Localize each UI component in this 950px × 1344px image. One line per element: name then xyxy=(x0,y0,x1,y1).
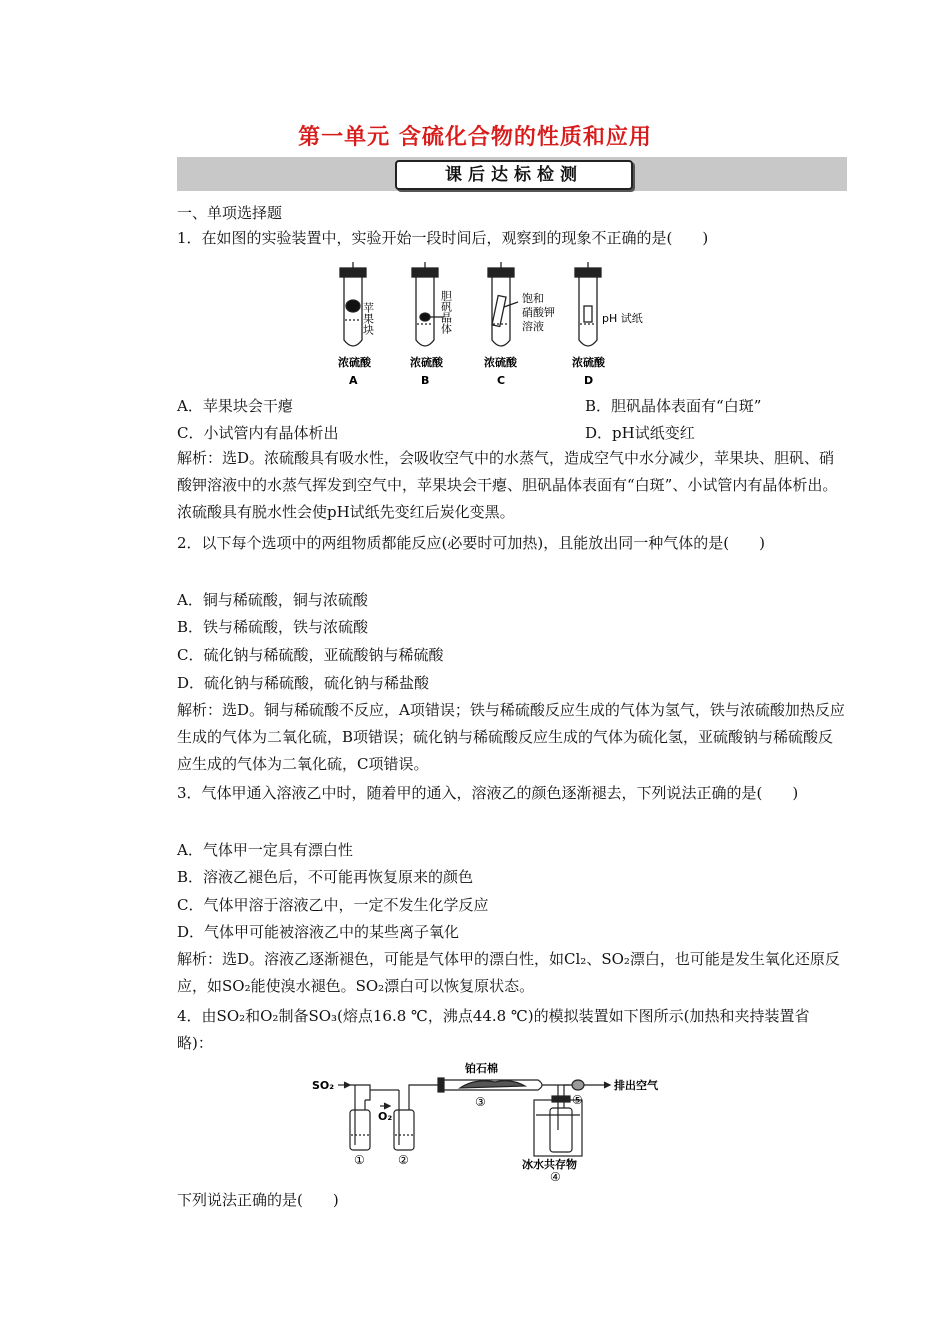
q1-option-b: B．胆矾晶体表面有“白斑” xyxy=(585,397,762,415)
label-n5: ⑤ xyxy=(572,1093,583,1107)
q3-stem: 3．气体甲通入溶液乙中时，随着甲的通入，溶液乙的颜色逐渐褪去，下列说法正确的是( ) xyxy=(177,784,799,802)
q3-option-a: A．气体甲一定具有漂白性 xyxy=(177,841,353,859)
tube-d xyxy=(575,262,601,346)
tube-label-b: 浓硫酸 xyxy=(410,356,443,369)
q1-option-c: C．小试管内有晶体析出 xyxy=(177,424,339,442)
letter-c: C xyxy=(497,374,506,387)
q4-stem: 4．由SO₂和O₂制备SO₃(熔点16.8 ℃，沸点44.8 ℃)的模拟装置如下图所示(加热和夹持装置省略)： xyxy=(177,1007,810,1052)
label-so2: SO₂ xyxy=(312,1079,335,1092)
label-o2: O₂ xyxy=(378,1110,393,1123)
label-apple: 苹果块 xyxy=(361,302,375,335)
banner-label: 课后达标检测 xyxy=(395,160,633,190)
label-ice: 冰水共存物 xyxy=(522,1158,577,1171)
q2-option-b: B．铁与稀硫酸，铁与浓硫酸 xyxy=(177,618,369,636)
label-n3: ③ xyxy=(475,1095,486,1109)
q4-apparatus-figure xyxy=(310,1060,710,1184)
letter-a: A xyxy=(349,374,358,387)
tube-label-a: 浓硫酸 xyxy=(338,356,371,369)
q4-tail: 下列说法正确的是( ) xyxy=(177,1191,339,1209)
section-heading: 一、单项选择题 xyxy=(177,204,283,222)
tube-label-d: 浓硫酸 xyxy=(572,356,605,369)
page-title: 第一单元 含硫化合物的性质和应用 xyxy=(298,124,652,150)
q1-option-d: D．pH试纸变红 xyxy=(585,424,695,442)
q3-option-d: D．气体甲可能被溶液乙中的某些离子氧化 xyxy=(177,923,460,941)
label-c3: 溶液 xyxy=(522,320,544,333)
q3-analysis: 解析：选D。溶液乙逐渐褪色，可能是气体甲的漂白性，如Cl₂、SO₂漂白，也可能是发生氧化还原反应，如SO₂能使溴水褪色。SO₂漂白可以恢复原状态。 xyxy=(177,950,840,995)
letter-b: B xyxy=(421,374,430,387)
q2-option-d: D．硫化钠与稀硫酸，硫化钠与稀盐酸 xyxy=(177,674,430,692)
q2-analysis: 解析：选D。铜与稀硫酸不反应，A项错误；铁与稀硫酸反应生成的气体为氢气，铁与浓硫酸加热反应生成的气体为二氧化硫，B项错误；硫化钠与稀硫酸反应生成的气体为硫化氢，亚硫酸钠与稀硫酸反应生成的气体为二氧化硫，C项错误。 xyxy=(177,701,845,773)
label-n4: ④ xyxy=(550,1170,561,1184)
label-vitriol: 胆矾晶体 xyxy=(439,290,453,334)
letter-d: D xyxy=(584,374,594,387)
label-ph: pH 试纸 xyxy=(602,312,643,325)
label-n2: ② xyxy=(398,1153,409,1167)
section-banner xyxy=(177,157,847,191)
tube-c xyxy=(488,262,518,346)
label-catalyst: 铂石棉 xyxy=(465,1062,498,1075)
label-c2: 硝酸钾 xyxy=(522,306,555,319)
label-c1: 饱和 xyxy=(522,292,544,305)
q1-option-a: A．苹果块会干瘪 xyxy=(177,397,293,415)
q2-stem: 2．以下每个选项中的两组物质都能反应(必要时可加热)，且能放出同一种气体的是( ) xyxy=(177,534,765,552)
q2-option-a: A．铜与稀硫酸，铜与浓硫酸 xyxy=(177,591,368,609)
label-n1: ① xyxy=(354,1153,365,1167)
tube-label-c: 浓硫酸 xyxy=(484,356,517,369)
q2-option-c: C．硫化钠与稀硫酸，亚硫酸钠与稀硫酸 xyxy=(177,646,444,664)
q3-option-c: C．气体甲溶于溶液乙中，一定不发生化学反应 xyxy=(177,896,489,914)
q3-option-b: B．溶液乙褪色后，不可能再恢复原来的颜色 xyxy=(177,868,474,886)
q1-figure xyxy=(320,262,660,392)
q1-analysis: 解析：选D。浓硫酸具有吸水性，会吸收空气中的水蒸气，造成空气中水分减少，苹果块、胆矾、硝酸钾溶液中的水蒸气挥发到空气中，苹果块会干瘪、胆矾晶体表面有“白斑”、小试管内有晶体析出。浓硫酸具有脱水性会使pH试纸先变红后炭化变黑。 xyxy=(177,449,838,521)
label-exhaust: 排出空气 xyxy=(614,1079,658,1092)
q1-stem: 1．在如图的实验装置中，实验开始一段时间后，观察到的现象不正确的是( ) xyxy=(177,229,709,247)
